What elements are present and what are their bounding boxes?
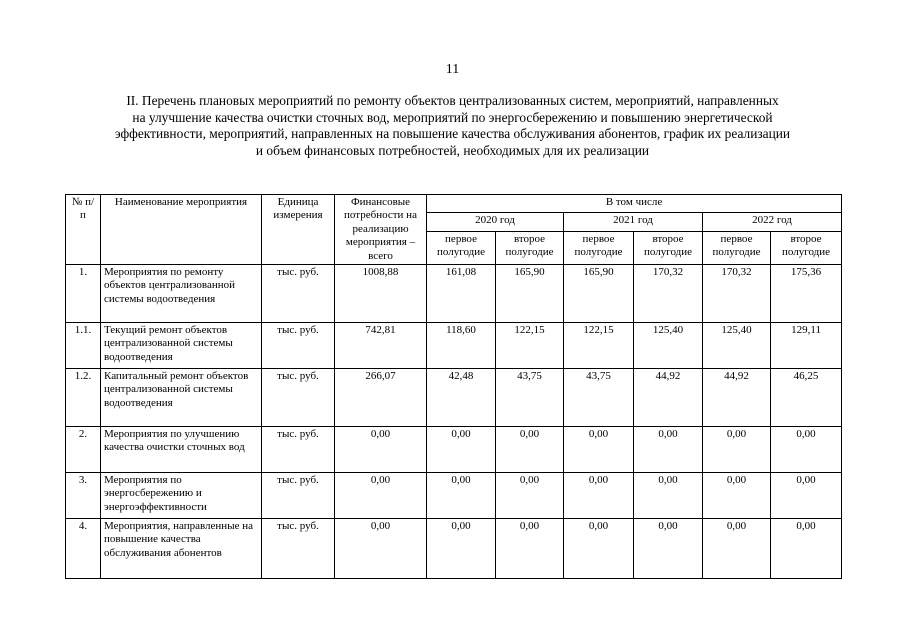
header-year: 2022 год: [703, 213, 842, 231]
row-name: Мероприятия по улучшению качества очистки сточных вод: [101, 427, 262, 473]
row-value: 44,92: [703, 369, 771, 427]
row-value: 46,25: [771, 369, 842, 427]
row-value: 0,00: [771, 427, 842, 473]
row-value: 0,00: [703, 473, 771, 519]
header-row: [66, 195, 842, 213]
row-value: 0,00: [427, 427, 496, 473]
table-row: [66, 265, 842, 323]
header-finance: Финансовые потребности на реализацию мероприятия – всего: [335, 195, 427, 265]
table-body: [66, 265, 842, 579]
row-num: 1.1.: [66, 323, 101, 369]
table-row: [66, 519, 842, 579]
heading-line: и объем финансовых потребностей, необходимых для их реализации: [255, 142, 650, 158]
row-total: 0,00: [335, 473, 427, 519]
row-value: 170,32: [703, 265, 771, 323]
row-name: Текущий ремонт объектов централизованной системы водоотведения: [101, 323, 262, 369]
row-value: 0,00: [703, 519, 771, 579]
row-total: 266,07: [335, 369, 427, 427]
heading-line: на улучшение качества очистки сточных вод, мероприятий по энергосбережению и повышению энергетической: [132, 109, 773, 125]
row-name: Мероприятия, направленные на повышение качества обслуживания абонентов: [101, 519, 262, 579]
row-value: 0,00: [771, 473, 842, 519]
row-total: 0,00: [335, 519, 427, 579]
header-num: № п/п: [66, 195, 101, 265]
row-value: 0,00: [771, 519, 842, 579]
table-row: [66, 369, 842, 427]
table-row: [66, 473, 842, 519]
row-value: 0,00: [564, 519, 634, 579]
row-value: 0,00: [564, 473, 634, 519]
row-value: 122,15: [564, 323, 634, 369]
header-half-second: второе полугодие: [771, 231, 842, 264]
row-value: 0,00: [703, 427, 771, 473]
row-value: 125,40: [634, 323, 703, 369]
header-unit: Единица измерения: [262, 195, 335, 265]
row-value: 0,00: [427, 519, 496, 579]
row-value: 0,00: [634, 519, 703, 579]
header-year: 2020 год: [427, 213, 564, 231]
row-value: 118,60: [427, 323, 496, 369]
table-row: [66, 427, 842, 473]
row-num: 2.: [66, 427, 101, 473]
section-heading: [50, 93, 855, 159]
header-name: Наименование мероприятия: [101, 195, 262, 265]
row-total: 0,00: [335, 427, 427, 473]
header-half-second: второе полугодие: [634, 231, 703, 264]
header-including: В том числе: [427, 195, 842, 213]
row-value: 0,00: [427, 473, 496, 519]
row-value: 129,11: [771, 323, 842, 369]
row-value: 170,32: [634, 265, 703, 323]
row-total: 742,81: [335, 323, 427, 369]
row-value: 125,40: [703, 323, 771, 369]
row-value: 0,00: [496, 519, 564, 579]
row-unit: тыс. руб.: [262, 369, 335, 427]
row-value: 122,15: [496, 323, 564, 369]
row-num: 3.: [66, 473, 101, 519]
row-value: 175,36: [771, 265, 842, 323]
header-half-first: первое полугодие: [427, 231, 496, 264]
activities-table: [65, 194, 842, 579]
row-num: 4.: [66, 519, 101, 579]
row-unit: тыс. руб.: [262, 519, 335, 579]
row-value: 0,00: [564, 427, 634, 473]
row-value: 161,08: [427, 265, 496, 323]
header-half-first: первое полугодие: [703, 231, 771, 264]
row-value: 43,75: [564, 369, 634, 427]
row-total: 1008,88: [335, 265, 427, 323]
row-value: 165,90: [496, 265, 564, 323]
row-name: Мероприятия по ремонту объектов централизованной системы водоотведения: [101, 265, 262, 323]
row-unit: тыс. руб.: [262, 323, 335, 369]
row-value: 0,00: [496, 427, 564, 473]
heading-line: эффективности, мероприятий, направленных на повышение качества обслуживания абонентов, график их реализации: [114, 126, 791, 142]
row-num: 1.: [66, 265, 101, 323]
header-year: 2021 год: [564, 213, 703, 231]
row-value: 0,00: [496, 473, 564, 519]
row-unit: тыс. руб.: [262, 427, 335, 473]
row-num: 1.2.: [66, 369, 101, 427]
row-unit: тыс. руб.: [262, 265, 335, 323]
row-value: 44,92: [634, 369, 703, 427]
row-value: 0,00: [634, 427, 703, 473]
heading-line: II. Перечень плановых мероприятий по ремонту объектов централизованных систем, мероприятий, направленных: [126, 93, 779, 108]
row-value: 43,75: [496, 369, 564, 427]
row-name: Капитальный ремонт объектов централизованной системы водоотведения: [101, 369, 262, 427]
header-half-first: первое полугодие: [564, 231, 634, 264]
row-value: 0,00: [634, 473, 703, 519]
row-unit: тыс. руб.: [262, 473, 335, 519]
row-value: 165,90: [564, 265, 634, 323]
page-number: 11: [445, 62, 460, 77]
table-row: [66, 323, 842, 369]
header-half-second: второе полугодие: [496, 231, 564, 264]
row-value: 42,48: [427, 369, 496, 427]
row-name: Мероприятия по энергосбережению и энергоэффективности: [101, 473, 262, 519]
